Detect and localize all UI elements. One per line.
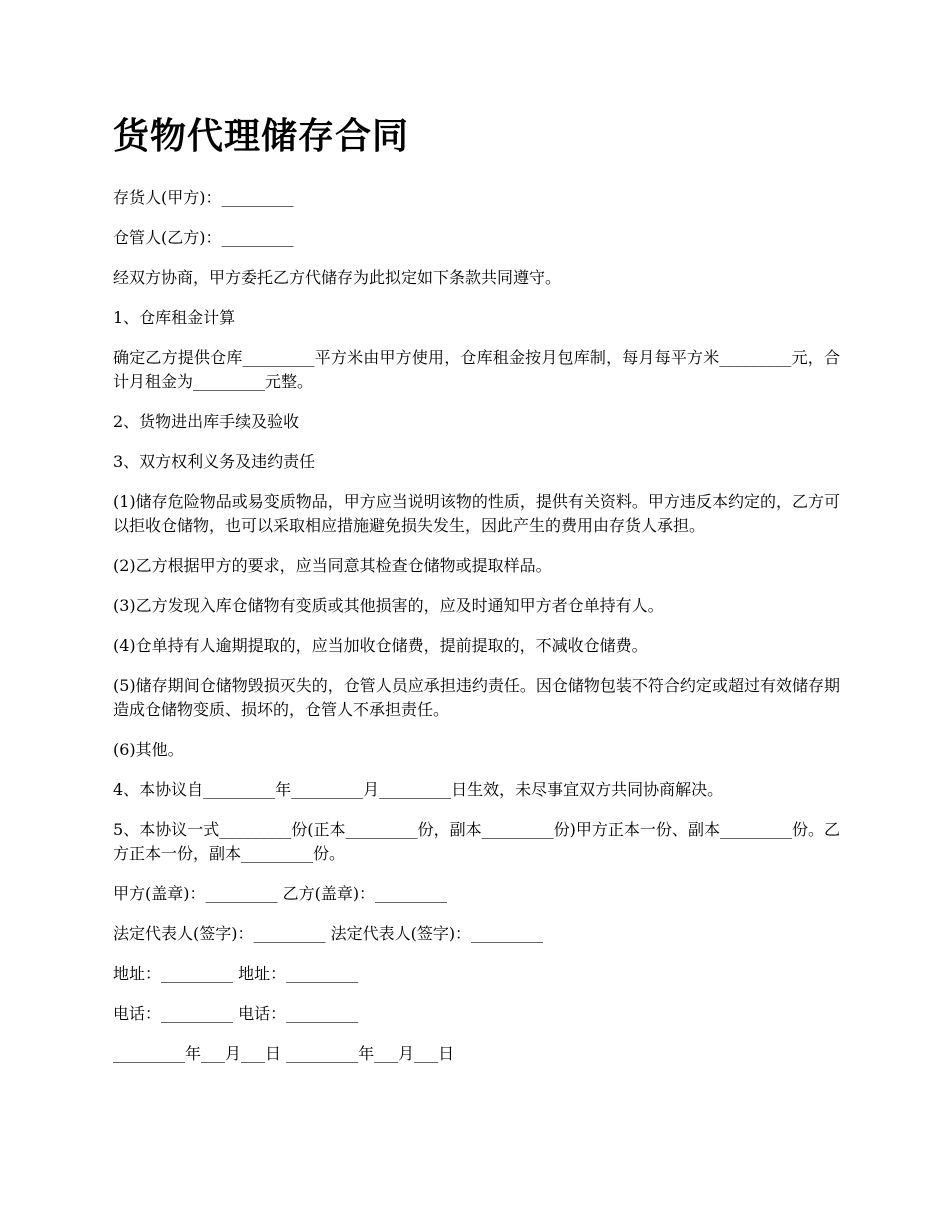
section-3-heading: 3、双方权利义务及违约责任 [113, 452, 316, 471]
section-1-heading: 1、仓库租金计算 [113, 308, 236, 327]
clause-6: (6)其他。 [113, 740, 184, 759]
clause-1: (1)储存危险物品或易变质物品，甲方应当说明该物的性质，提供有关资料。甲方违反本约定的，乙方可以拒收仓储物，也可以采取相应措施避免损失发生，因此产生的费用由存货人承担。 [113, 492, 840, 535]
section-4: 4、本协议自_________年_________月_________日生效，未尽事宜双方共同协商解决。 [113, 780, 724, 799]
seal-line: 甲方(盖章)：_________ 乙方(盖章)：_________ [113, 884, 448, 903]
clause-3: (3)乙方发现入库仓储物有变质或其他损害的，应及时通知甲方者仓单持有人。 [113, 596, 664, 615]
section-5: 5、本协议一式_________份(正本_________份，副本_________份)甲方正本一份、副本_________份。乙方正本一份，副本_________份。 [113, 820, 840, 863]
document-title: 货物代理储存合同 [113, 115, 410, 157]
clause-5: (5)储存期间仓储物毁损灭失的，仓管人员应承担违约责任。因仓储物包装不符合约定或超过有效储存期造成仓储物变质、损坏的，仓管人不承担责任。 [113, 676, 840, 719]
preamble: 经双方协商，甲方委托乙方代储存为此拟定如下条款共同遵守。 [113, 268, 562, 287]
clause-2: (2)乙方根据甲方的要求，应当同意其检查仓储物或提取样品。 [113, 556, 552, 575]
section-2-heading: 2、货物进出库手续及验收 [113, 412, 300, 431]
depositor-line: 存货人(甲方)：_________ [113, 188, 294, 207]
section-1-body: 确定乙方提供仓库_________平方米由甲方使用，仓库租金按月包库制，每月每平方米_________元，合计月租金为_________元整。 [113, 348, 840, 391]
signature-line: 法定代表人(签字)：_________ 法定代表人(签字)：_________ [113, 924, 544, 943]
warehouse-keeper-line: 仓管人(乙方)：_________ [113, 228, 294, 247]
document-page [113, 112, 840, 1082]
address-line: 地址：_________ 地址：_________ [113, 964, 359, 983]
phone-line: 电话：_________ 电话：_________ [113, 1004, 359, 1023]
date-line: _________年___月___日 _________年___月___日 [113, 1044, 455, 1063]
clause-4: (4)仓单持有人逾期提取的，应当加收仓储费，提前提取的，不减收仓储费。 [113, 636, 648, 655]
